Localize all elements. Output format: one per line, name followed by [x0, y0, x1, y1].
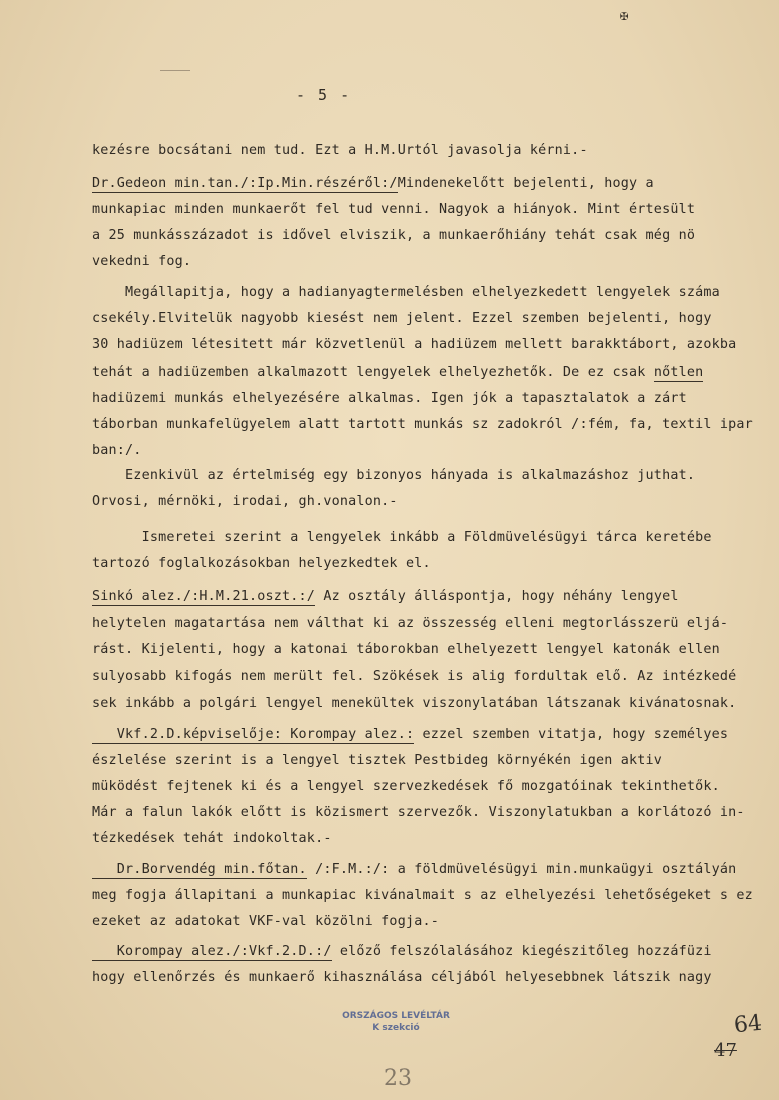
- text-line: [92, 254, 191, 270]
- handwritten-folio-47: 47: [714, 1040, 737, 1061]
- text-segment: helytelen magatartása nem válthat ki az összesség elleni megtorlásszerü eljá-: [92, 616, 729, 631]
- text-segment: ezeket az adatokat VKF-val közölni fogja.-: [92, 914, 439, 929]
- text-line: [92, 417, 753, 433]
- text-segment: rást. Kijelenti, hogy a katonai táborokban elhelyezett lengyel katonák ellen: [92, 642, 720, 657]
- text-segment: ezzel szemben vitatja, hogy személyes: [414, 727, 729, 742]
- text-segment: a 25 munkásszázadot is idővel elviszik, a munkaerőhiány tehát csak még nö: [92, 228, 696, 243]
- speaker-name: Sinkó alez./:H.M.21.oszt.:/: [92, 589, 316, 604]
- text-segment: észlelése szerint is a lengyel tisztek Pestbideg környékén igen aktiv: [92, 753, 663, 768]
- text-line: [92, 337, 736, 353]
- text-line: [92, 285, 720, 301]
- speaker-name: Vkf.2.D.képviselője: Korompay alez.:: [92, 727, 415, 742]
- text-segment: /:F.M.:/: a földmüvelésügyi min.munkaügyi osztályán: [306, 862, 737, 877]
- text-segment: Mindenekelőtt bejelenti, hogy a: [397, 176, 654, 191]
- text-line: [92, 944, 712, 960]
- text-segment: Ismeretei szerint a lengyelek inkább a Földmüvelésügyi tárca keretébe: [92, 530, 712, 545]
- text-line: [92, 616, 728, 632]
- text-segment: sek inkább a polgári lengyel menekültek viszonylatában látszanak kivánatosnak.: [92, 696, 737, 711]
- speaker-name: nőtlen: [653, 365, 704, 380]
- text-line: [92, 556, 431, 572]
- text-line: [92, 494, 398, 510]
- text-line: [92, 176, 654, 192]
- text-segment: Már a falun lakók előtt is közismert szervezők. Viszonylatukban a korlátozó in-: [92, 805, 745, 820]
- text-line: [92, 143, 588, 159]
- text-line: [92, 642, 720, 658]
- text-line: [92, 530, 712, 546]
- text-line: [92, 753, 662, 769]
- text-line: [92, 914, 439, 930]
- archive-stamp: [340, 1010, 452, 1034]
- text-line: [92, 727, 728, 743]
- text-segment: táborban munkafelügyelem alatt tartott munkás sz zadokról /:fém, fa, textil ipar: [92, 417, 753, 432]
- top-dash: [160, 70, 190, 71]
- text-line: [92, 391, 687, 407]
- stamp-line-2: K szekció: [372, 1023, 420, 1033]
- text-segment: tartozó foglalkozásokban helyezkedtek el.: [92, 556, 431, 571]
- text-line: [92, 779, 720, 795]
- text-segment: müködést fejtenek ki és a lengyel szervezkedések fő mozgatóinak tekinthetők.: [92, 779, 720, 794]
- text-line: [92, 669, 736, 685]
- handwritten-folio-23: 23: [384, 1066, 412, 1091]
- text-line: [92, 831, 332, 847]
- handwritten-folio-64: 64: [732, 1010, 764, 1039]
- speaker-name: Dr.Borvendég min.főtan.: [92, 862, 307, 877]
- text-segment: meg fogja állapitani a munkapiac kivánalmait s az elhelyezési lehetőségeket s ez: [92, 888, 753, 903]
- text-segment: tézkedések tehát indokoltak.-: [92, 831, 332, 846]
- text-line: [92, 468, 695, 484]
- text-segment: Megállapitja, hogy a hadianyagtermelésben elhelyezkedett lengyelek száma: [92, 285, 720, 300]
- stamp-line-1: ORSZÁGOS LEVÉLTÁR: [342, 1011, 450, 1021]
- text-segment: hogy ellenőrzés és munkaerő kihasználása céljából helyesebbnek látszik nagy: [92, 970, 712, 985]
- corner-mark: ✠: [620, 8, 629, 24]
- speaker-name: Dr.Gedeon min.tan./:Ip.Min.részéről:/: [92, 176, 398, 191]
- text-line: [92, 862, 736, 878]
- text-segment: 30 hadiüzem létesitett már közvetlenül a hadiüzem mellett barakktábort, azokba: [92, 337, 737, 352]
- text-segment: csekély.Elvitelük nagyobb kiesést nem jelent. Ezzel szemben bejelenti, hogy: [92, 311, 712, 326]
- text-segment: Az osztály álláspontja, hogy néhány lengyel: [315, 589, 679, 604]
- text-segment: Orvosi, mérnöki, irodai, gh.vonalon.-: [92, 494, 398, 509]
- text-segment: vekedni fog.: [92, 254, 192, 269]
- text-segment: kezésre bocsátani nem tud. Ezt a H.M.Urtól javasolja kérni.-: [92, 143, 588, 158]
- text-line: [92, 202, 695, 218]
- text-segment: hadiüzemi munkás elhelyezésére alkalmas. Igen jók a tapasztalatok a zárt: [92, 391, 687, 406]
- text-line: [92, 805, 745, 821]
- text-line: [92, 696, 736, 712]
- text-line: [92, 888, 753, 904]
- text-segment: sulyosabb kifogás nem merült fel. Szökések is alig fordultak elő. Az intézkedé: [92, 669, 737, 684]
- text-line: [92, 228, 695, 244]
- text-line: [92, 970, 712, 986]
- page-number: - 5 -: [296, 86, 352, 104]
- text-segment: ban:/.: [92, 443, 142, 458]
- text-segment: előző felszólalásához kiegészitőleg hozzáfüzi: [331, 944, 712, 959]
- speaker-name: Korompay alez./:Vkf.2.D.:/: [92, 944, 332, 959]
- text-segment: tehát a hadiüzemben alkalmazott lengyelek elhelyezhetők. De ez csak: [92, 365, 654, 380]
- text-line: [92, 589, 679, 605]
- text-line: [92, 311, 712, 327]
- text-line: [92, 365, 703, 381]
- text-segment: Ezenkivül az értelmiség egy bizonyos hányada is alkalmazáshoz juthat.: [92, 468, 696, 483]
- text-segment: munkapiac minden munkaerőt fel tud venni. Nagyok a hiányok. Mint értesült: [92, 202, 696, 217]
- text-line: [92, 443, 142, 459]
